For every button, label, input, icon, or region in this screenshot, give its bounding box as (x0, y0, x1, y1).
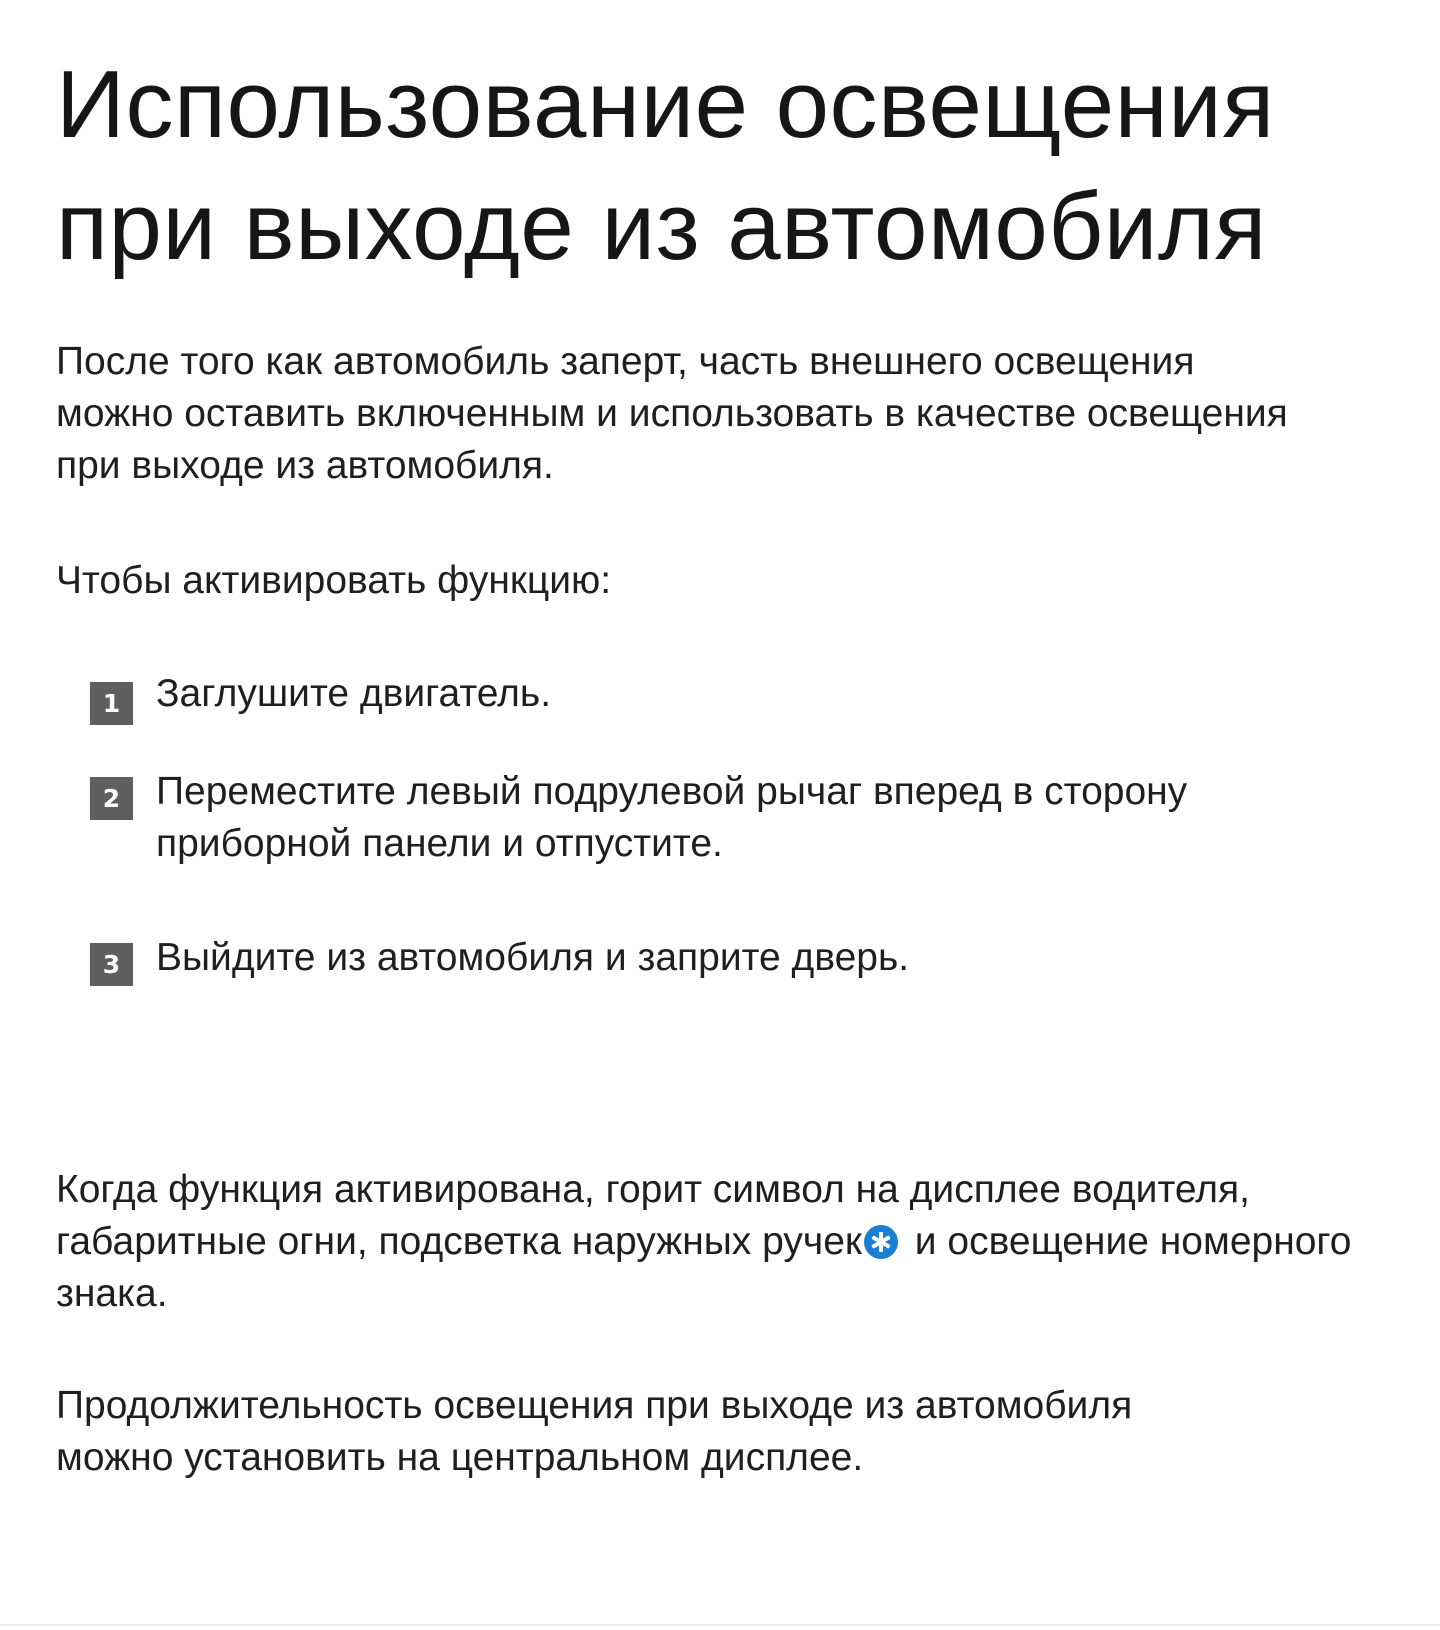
option-star-icon (864, 1225, 898, 1259)
page-title: Использование освещения при выходе из автомобиля (56, 51, 1275, 280)
bottom-divider (0, 1624, 1440, 1626)
intro-paragraph: После того как автомобиль заперт, часть внешнего освещения можно оставить включенным и использовать в качестве освещения при выходе из автомобиля. (56, 340, 1288, 487)
duration-paragraph: Продолжительность освещения при выходе из автомобиля можно установить на центральном дисплее. (56, 1384, 1133, 1479)
active-info-text-end: и освещение номерного знака. (56, 1220, 1352, 1315)
step-text: Заглушите двигатель. (156, 672, 552, 715)
step-number-badge: 3 (90, 943, 133, 986)
step-number-badge: 1 (90, 682, 133, 725)
active-info-paragraph (56, 1164, 1356, 1320)
active-info-text: Когда функция активирована, горит символ на дисплее водителя, габаритные огни, подсветка наружных ручек (56, 1168, 1250, 1263)
step-text: Выйдите из автомобиля и заприте дверь. (156, 936, 910, 979)
step-number-badge: 2 (90, 777, 133, 820)
activate-label: Чтобы активировать функцию: (56, 559, 612, 602)
step-text: Переместите левый подрулевой рычаг вперед в сторону приборной панели и отпустите. (156, 770, 1188, 865)
